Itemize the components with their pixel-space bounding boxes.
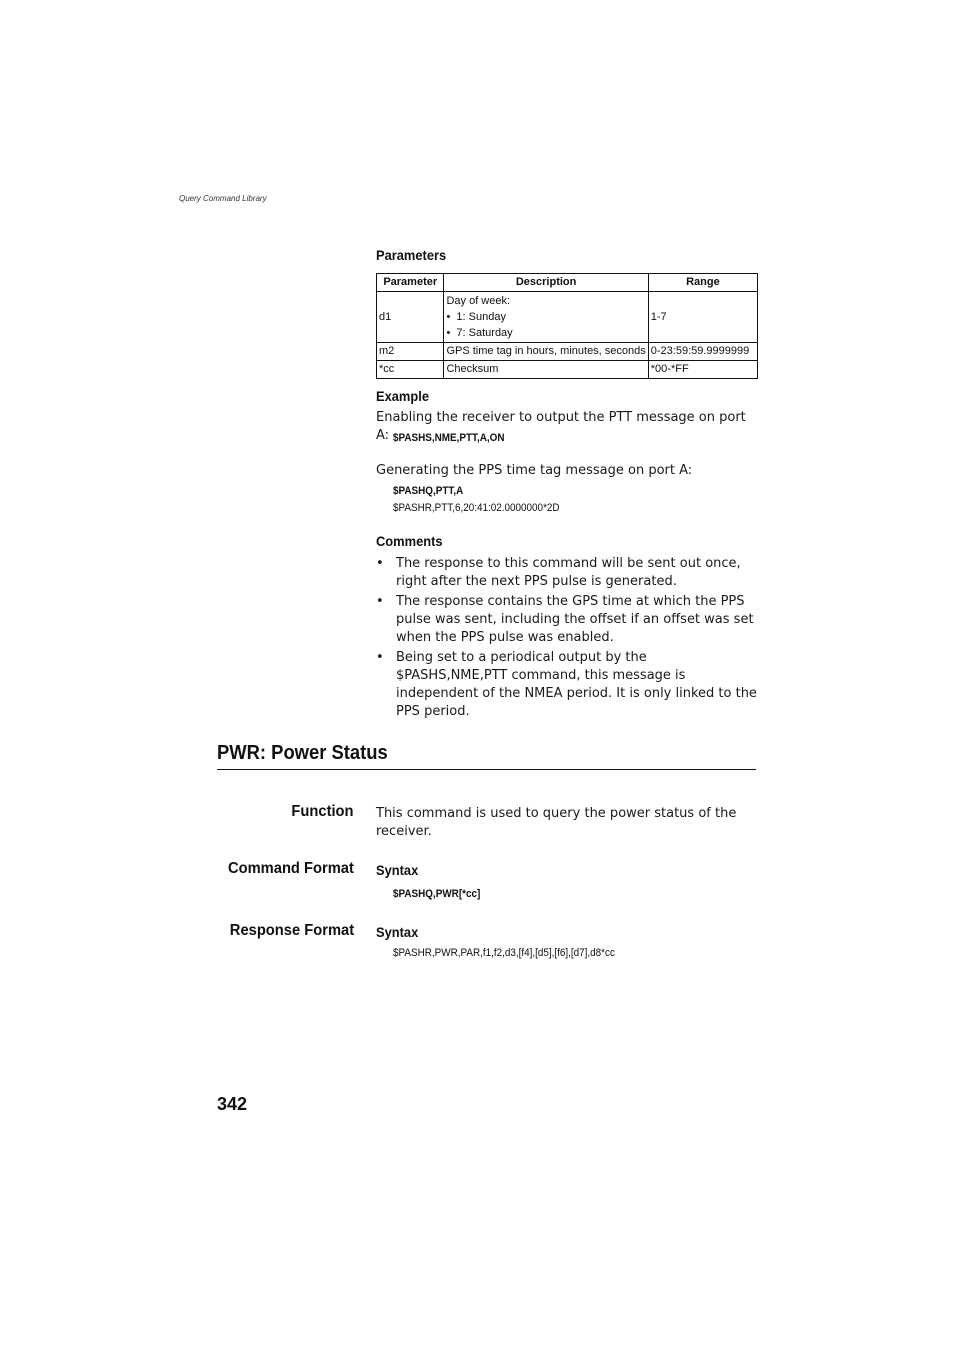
example-text-1: Enabling the receiver to output the PTT message on port A: <box>376 410 746 443</box>
section-title: PWR: Power Status <box>217 742 388 764</box>
example-heading: Example <box>376 388 429 404</box>
range-cell: 1-7 <box>648 292 757 343</box>
example-text-2: Generating the PPS time tag message on port A: <box>376 463 693 478</box>
page-number: 342 <box>217 1094 248 1114</box>
column-header-parameter: Parameter <box>377 274 444 292</box>
command-syntax: $PASHQ,PWR[*cc] <box>393 888 481 900</box>
example-code-1: $PASHS,NME,PTT,A,ON <box>393 432 505 444</box>
example-code-3: $PASHR,PTT,6,20:41:02.0000000*2D <box>393 502 560 514</box>
list-item: • The response to this command will be sent out once, right after the next PPS pulse is generated. <box>376 555 758 591</box>
example-code-2: $PASHQ,PTT,A <box>393 485 464 497</box>
column-header-description: Description <box>444 274 648 292</box>
param-cell: d1 <box>377 292 444 343</box>
table-header-row <box>377 274 758 292</box>
table-row <box>377 361 758 379</box>
command-format-label: Command Format <box>228 860 354 877</box>
range-cell: 0-23:59:59.9999999 <box>648 343 757 361</box>
list-item: • The response contains the GPS time at which the PPS pulse was sent, including the offset if an offset was set when the PPS pulse was enabled. <box>376 593 758 647</box>
column-header-range: Range <box>648 274 757 292</box>
table-row <box>377 343 758 361</box>
parameters-table <box>376 273 758 379</box>
description-cell <box>444 292 648 343</box>
function-text: This command is used to query the power status of the receiver. <box>376 806 737 839</box>
table-row <box>377 292 758 343</box>
param-cell: m2 <box>377 343 444 361</box>
description-cell: Checksum <box>444 361 648 379</box>
function-label: Function <box>291 803 354 820</box>
param-cell: *cc <box>377 361 444 379</box>
list-item: • Being set to a periodical output by the $PASHS,NME,PTT command, this message is independent of the NMEA period. It is only linked to the PPS period. <box>376 649 758 721</box>
description-cell: GPS time tag in hours, minutes, seconds <box>444 343 648 361</box>
response-syntax: $PASHR,PWR,PAR,f1,f2,d3,[f4],[d5],[f6],[d7],d8*cc <box>393 947 615 959</box>
response-syntax-heading: Syntax <box>376 924 419 940</box>
description-bullet: • 7: Saturday <box>446 327 513 339</box>
description-line: Day of week: <box>446 295 511 307</box>
response-format-label: Response Format <box>229 922 354 939</box>
command-syntax-heading: Syntax <box>376 862 419 878</box>
range-cell: *00-*FF <box>648 361 757 379</box>
running-head: Query Command Library <box>179 194 267 203</box>
section-divider <box>217 769 756 770</box>
description-bullet: • 1: Sunday <box>446 311 506 323</box>
parameters-heading: Parameters <box>376 247 447 263</box>
comments-heading: Comments <box>376 533 443 549</box>
comments-list <box>376 555 758 723</box>
